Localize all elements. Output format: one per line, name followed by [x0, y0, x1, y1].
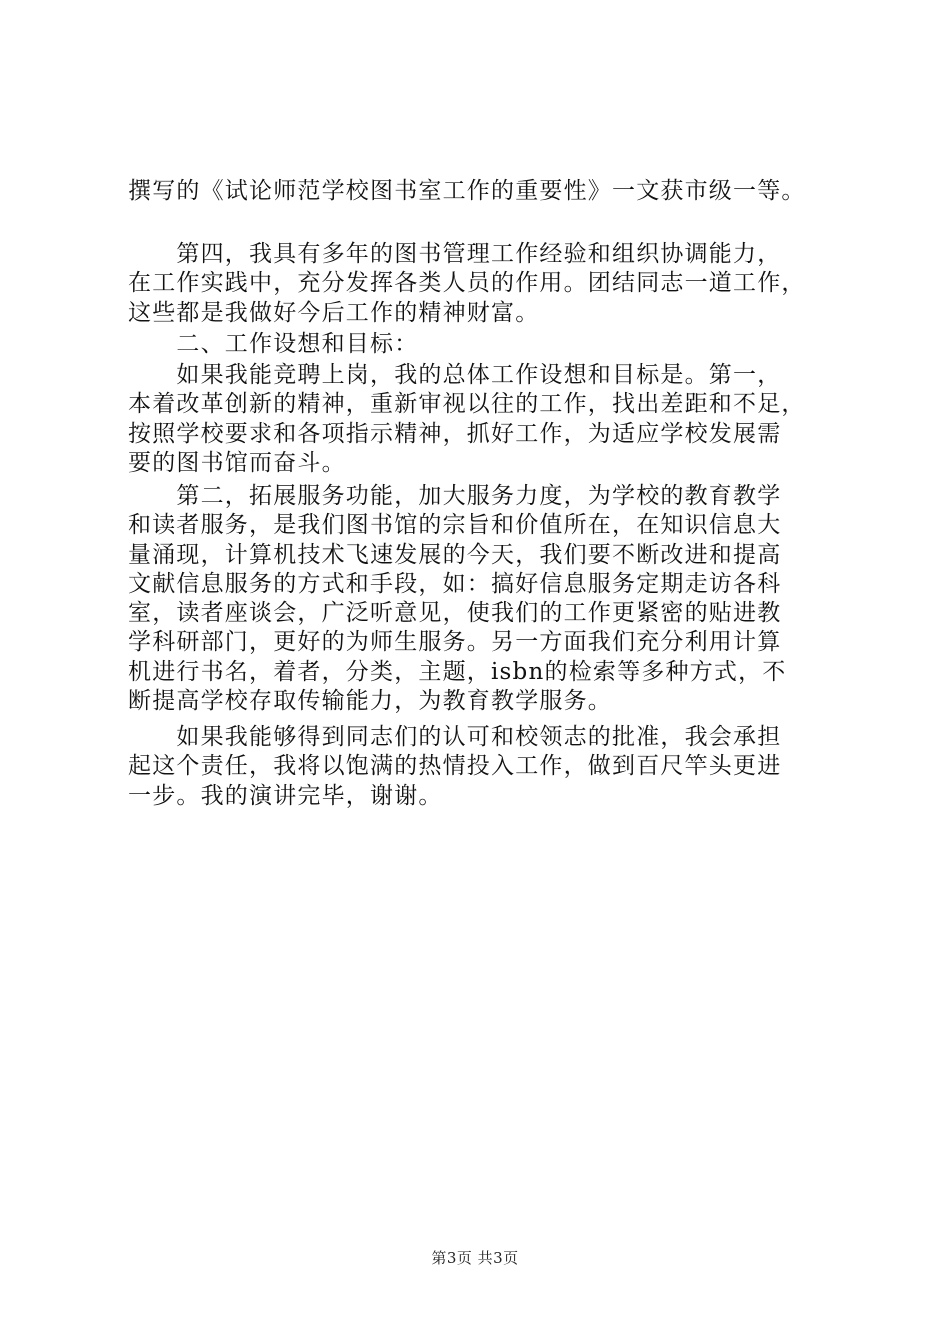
text-line: 一步。我的演讲完毕，谢谢。 [128, 782, 443, 809]
paragraph-closing-award [128, 177, 838, 206]
text-line: 如果我能够得到同志们的认可和校领志的批准，我会承担 [128, 724, 782, 750]
text-line: 和读者服务，是我们图书馆的宗旨和价值所在，在知识信息大 [128, 512, 782, 539]
text-line: 要的图书馆而奋斗。 [128, 449, 346, 476]
text-line: 断提高学校存取传输能力，为教育教学服务。 [128, 688, 612, 715]
text-line: 文献信息服务的方式和手段，如：搞好信息服务定期走访各科 [128, 570, 782, 597]
text-line: 第四，我具有多年的图书管理工作经验和组织协调能力， [128, 241, 782, 267]
paragraph-work-plan [128, 361, 838, 478]
text-line: 撰写的《试论师范学校图书室工作的重要性》一文获市级一等。 [128, 178, 806, 204]
text-line: 机进行书名，着者，分类，主题，isbn的检索等多种方式，不 [128, 658, 787, 685]
text-line: 本着改革创新的精神，重新审视以往的工作，找出差距和不足， [128, 391, 806, 418]
text-line: 第二，拓展服务功能，加大服务力度，为学校的教育教学 [128, 483, 782, 509]
text-line: 这些都是我做好今后工作的精神财富。 [128, 299, 540, 326]
paragraph-conclusion [128, 723, 838, 811]
text-line: 量涌现，计算机技术飞速发展的今天，我们要不断改进和提高 [128, 541, 782, 568]
paragraph-fourth-point [128, 240, 838, 328]
text-line: 起这个责任，我将以饱满的热情投入工作，做到百尺竿头更进 [128, 753, 782, 780]
text-line: 如果我能竞聘上岗，我的总体工作设想和目标是。第一， [128, 362, 782, 388]
heading-line: 二、工作设想和目标： [128, 331, 419, 357]
text-line: 在工作实践中，充分发挥各类人员的作用。团结同志一道工作， [128, 270, 806, 297]
text-line: 按照学校要求和各项指示精神，抓好工作，为适应学校发展需 [128, 420, 782, 447]
page-number-footer: 第3页 共3页 [431, 1249, 519, 1267]
text-line: 室，读者座谈会，广泛听意见，使我们的工作更紧密的贴进教 [128, 600, 782, 627]
paragraph-service-expansion [128, 482, 838, 716]
section-heading [128, 330, 838, 359]
text-line: 学科研部门，更好的为师生服务。另一方面我们充分利用计算 [128, 629, 782, 656]
